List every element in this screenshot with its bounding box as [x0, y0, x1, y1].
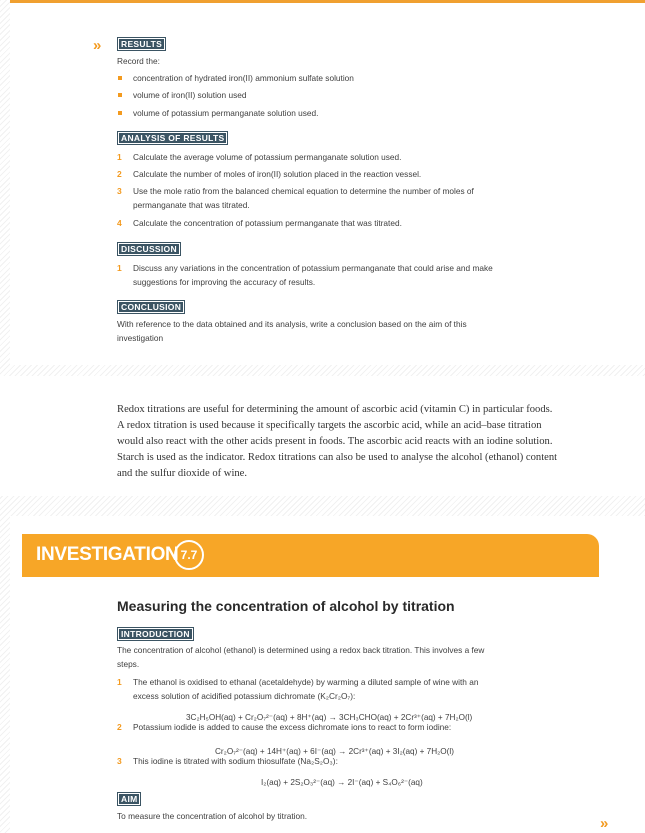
introduction-heading: INTRODUCTION — [117, 627, 194, 641]
investigation-step: This iodine is titrated with sodium thiosulfate (Na₂S₂O₃): — [133, 756, 338, 766]
step-number: 1 — [117, 263, 122, 273]
results-item: volume of iron(II) solution used — [133, 90, 247, 100]
bullet-icon — [118, 93, 122, 97]
step-number: 2 — [117, 722, 122, 732]
next-page-chevron-icon[interactable]: » — [600, 815, 607, 832]
analysis-step: Use the mole ratio from the balanced chemical equation to determine the number of moles of — [133, 186, 474, 196]
investigation-number-badge: 7.7 — [174, 540, 204, 570]
step-number: 3 — [117, 756, 122, 766]
step-number: 4 — [117, 218, 122, 228]
results-heading: RESULTS — [117, 37, 166, 51]
results-intro: Record the: — [117, 56, 160, 66]
body-text-line: A redox titration is used because it specifically targets the ascorbic acid, while an acid–base titration — [117, 420, 542, 431]
step-number: 2 — [117, 169, 122, 179]
body-text-line: would also react with the other acids present in foods. The ascorbic acid reacts with an iodine solution. — [117, 436, 553, 447]
discussion-step: Discuss any variations in the concentration of potassium permanganate that could arise and make — [133, 263, 493, 273]
conclusion-text-cont: investigation — [117, 333, 164, 343]
bullet-icon — [118, 76, 122, 80]
investigation-banner — [22, 534, 599, 577]
discussion-step-cont: suggestions for improving the accuracy of results. — [133, 277, 316, 287]
analysis-heading: ANALYSIS OF RESULTS — [117, 131, 228, 145]
conclusion-text: With reference to the data obtained and its analysis, write a conclusion based on the aim of this — [117, 319, 467, 329]
body-text-line: Starch is used as the indicator. Redox titrations can also be used to analyse the alcohol (ethanol) content — [117, 452, 558, 463]
results-item: concentration of hydrated iron(II) ammonium sulfate solution — [133, 73, 354, 83]
analysis-step: Calculate the number of moles of iron(II) solution placed in the reaction vessel. — [133, 169, 422, 179]
investigation-title: Measuring the concentration of alcohol by titration — [117, 598, 455, 614]
results-item: volume of potassium permanganate solution used. — [133, 108, 319, 118]
step-number: 3 — [117, 186, 122, 196]
conclusion-heading: CONCLUSION — [117, 300, 185, 314]
bullet-icon — [118, 111, 122, 115]
step-number: 1 — [117, 152, 122, 162]
discussion-heading: DISCUSSION — [117, 242, 181, 256]
body-text-line: and the sulfur dioxide of wine. — [117, 468, 248, 479]
investigation-step: Potassium iodide is added to cause the excess dichromate ions to react to form iodine: — [133, 722, 452, 732]
equation: Cr₂O₇²⁻(aq) + 14H⁺(aq) + 6I⁻(aq) → 2Cr³⁺(aq) + 3I₂(aq) + 7H₂O(l) — [215, 747, 454, 757]
equation: I₂(aq) + 2S₂O₃²⁻(aq) → 2I⁻(aq) + S₄O₆²⁻(aq) — [261, 778, 423, 788]
introduction-text: The concentration of alcohol (ethanol) is determined using a redox back titration. This involves a few — [117, 645, 485, 655]
results-panel — [10, 0, 645, 365]
chevron-right-icon: » — [93, 37, 100, 54]
analysis-step: Calculate the average volume of potassium permanganate solution used. — [133, 152, 402, 162]
analysis-step-cont: permanganate that was titrated. — [133, 200, 250, 210]
investigation-step: The ethanol is oxidised to ethanal (acetaldehyde) by warming a diluted sample of wine with an — [133, 677, 479, 687]
equation: 3C₂H₅OH(aq) + Cr₂O₇²⁻(aq) + 8H⁺(aq) → 3CH₃CHO(aq) + 2Cr³⁺(aq) + 7H₂O(l) — [186, 713, 473, 723]
introduction-text-cont: steps. — [117, 659, 140, 669]
aim-heading: AIM — [117, 792, 141, 806]
investigation-step-cont: excess solution of acidified potassium dichromate (K₂Cr₂O₇): — [133, 691, 356, 701]
step-number: 1 — [117, 677, 122, 687]
investigation-label: INVESTIGATION — [36, 544, 179, 565]
body-text-line: Redox titrations are useful for determining the amount of ascorbic acid (vitamin C) in particular foods. — [117, 404, 553, 415]
aim-text: To measure the concentration of alcohol by titration. — [117, 811, 308, 821]
analysis-step: Calculate the concentration of potassium permanganate that was titrated. — [133, 218, 402, 228]
